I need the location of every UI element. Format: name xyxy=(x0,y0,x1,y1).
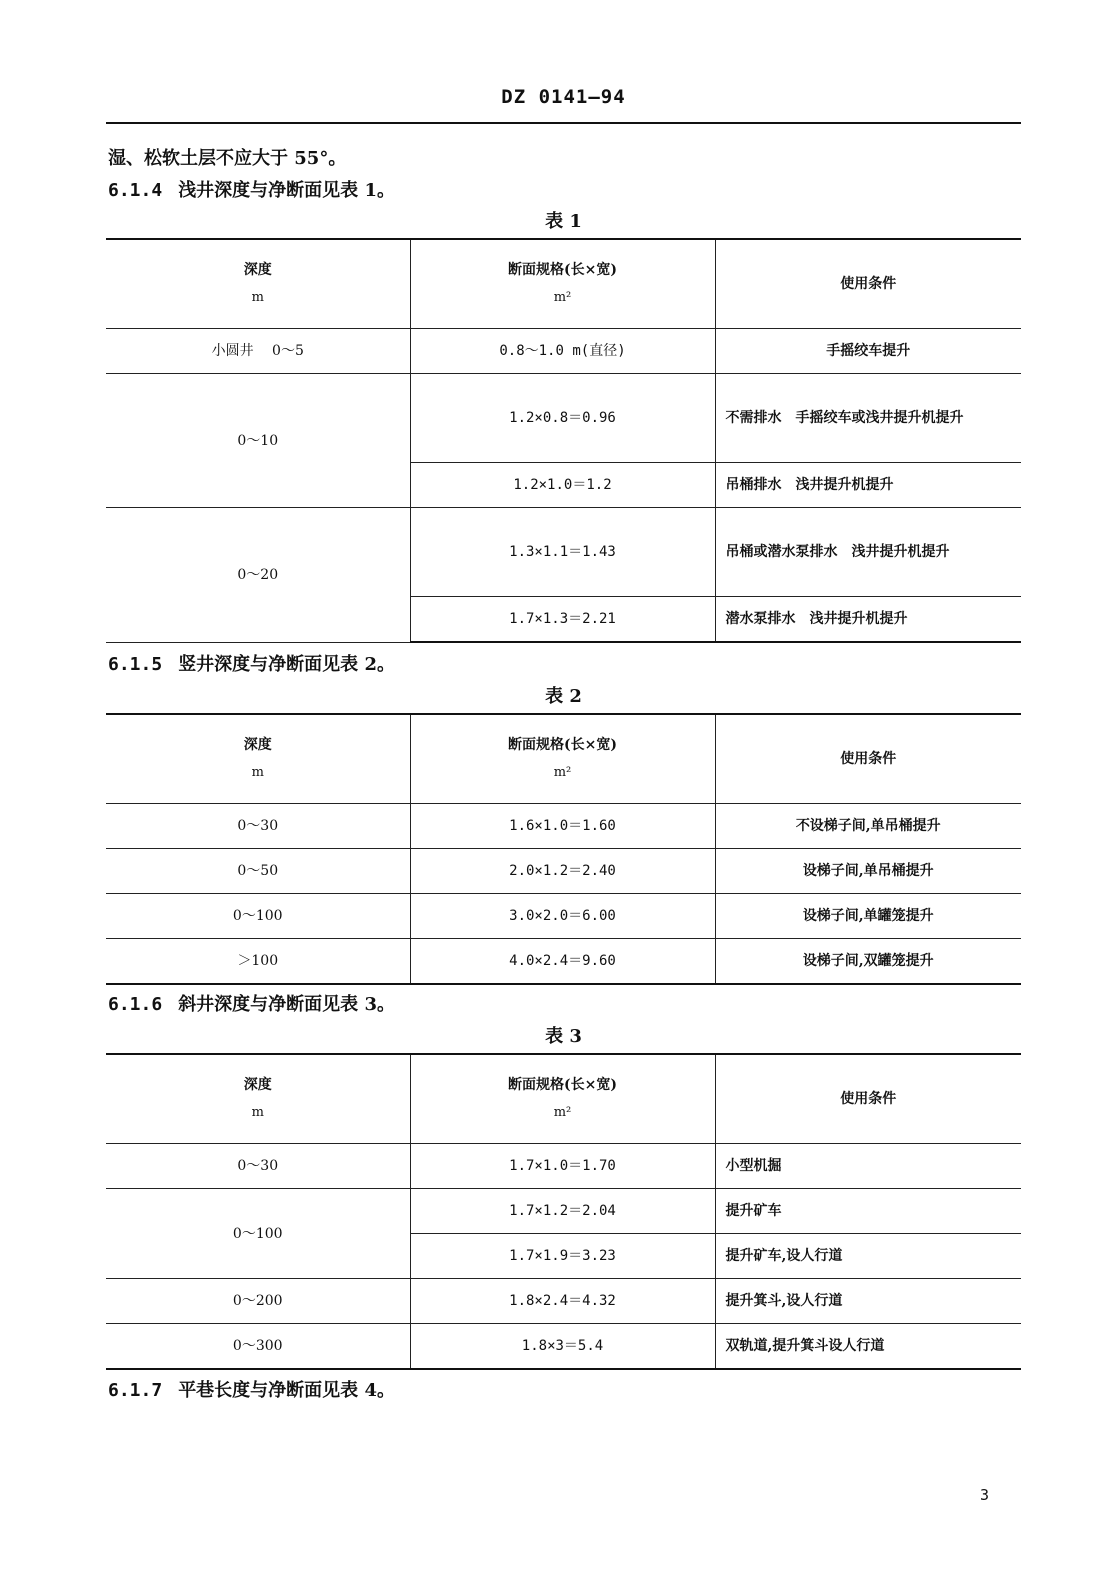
clause-text: 平巷长度与净断面见表 4。 xyxy=(178,1380,395,1401)
cell-condition: 吊桶排水 浅井提升机提升 xyxy=(715,463,1021,508)
table-row xyxy=(106,1144,1021,1189)
table-3-caption: 表 3 xyxy=(545,1026,582,1047)
cell-condition: 手摇绞车提升 xyxy=(715,329,1021,374)
clause-number: 6.1.4 xyxy=(108,180,163,201)
continuation-text: 湿、松软土层不应大于 55°。 xyxy=(108,148,347,169)
cell-depth: 0～200 xyxy=(106,1279,410,1324)
cell-section: 1.8×3＝5.4 xyxy=(410,1324,715,1370)
cell-section: 1.7×1.2＝2.04 xyxy=(410,1189,715,1234)
table-row xyxy=(106,804,1021,849)
cell-section: 1.7×1.9＝3.23 xyxy=(410,1234,715,1279)
cell-condition: 设梯子间,单吊桶提升 xyxy=(715,849,1021,894)
header-depth: 深度 m xyxy=(106,714,410,804)
cell-depth: ＞100 xyxy=(106,939,410,985)
cell-depth: 0～100 xyxy=(106,1189,410,1279)
table-2 xyxy=(106,713,1021,985)
cell-condition: 提升矿车 xyxy=(715,1189,1021,1234)
cell-condition: 不需排水 手摇绞车或浅井提升机提升 xyxy=(715,374,1021,463)
table-row xyxy=(106,849,1021,894)
table-row xyxy=(106,1189,1021,1234)
header-depth: 深度 m xyxy=(106,1054,410,1144)
cell-section: 1.2×1.0＝1.2 xyxy=(410,463,715,508)
table-2-caption: 表 2 xyxy=(545,686,582,707)
cell-condition: 设梯子间,单罐笼提升 xyxy=(715,894,1021,939)
header-condition: 使用条件 xyxy=(715,1054,1021,1144)
header-section: 断面规格(长×宽) m² xyxy=(410,239,715,329)
cell-section: 2.0×1.2＝2.40 xyxy=(410,849,715,894)
header-unit: m² xyxy=(553,765,572,780)
cell-depth: 0～30 xyxy=(106,804,410,849)
cell-condition: 不设梯子间,单吊桶提升 xyxy=(715,804,1021,849)
cell-section: 3.0×2.0＝6.00 xyxy=(410,894,715,939)
header-unit: m² xyxy=(553,1105,572,1120)
table-row xyxy=(106,1279,1021,1324)
clause-text: 浅井深度与净断面见表 1。 xyxy=(178,180,395,201)
cell-condition: 双轨道,提升箕斗设人行道 xyxy=(715,1324,1021,1370)
header-rule xyxy=(106,122,1021,124)
cell-condition: 提升矿车,设人行道 xyxy=(715,1234,1021,1279)
cell-depth: 0～30 xyxy=(106,1144,410,1189)
clause-text: 竖井深度与净断面见表 2。 xyxy=(178,654,395,675)
header-section: 断面规格(长×宽) m² xyxy=(410,1054,715,1144)
header-depth: 深度 m xyxy=(106,239,410,329)
clause-number: 6.1.7 xyxy=(108,1380,163,1401)
clause-6-1-6 xyxy=(108,990,395,1016)
cell-depth: 小圆井 0～5 xyxy=(106,329,410,374)
clause-number: 6.1.6 xyxy=(108,994,163,1015)
header-condition: 使用条件 xyxy=(715,239,1021,329)
header-unit: m² xyxy=(553,290,572,305)
cell-depth: 0～10 xyxy=(106,374,410,508)
table-header-row xyxy=(106,714,1021,804)
table-header-row xyxy=(106,1054,1021,1144)
cell-depth: 0～20 xyxy=(106,508,410,643)
table-row xyxy=(106,374,1021,463)
table-1-caption: 表 1 xyxy=(545,211,582,232)
clause-6-1-5 xyxy=(108,650,395,676)
header-unit: m xyxy=(251,765,264,780)
cell-condition: 小型机掘 xyxy=(715,1144,1021,1189)
cell-section: 1.7×1.3＝2.21 xyxy=(410,597,715,643)
table-row xyxy=(106,508,1021,597)
header-unit: m xyxy=(251,290,264,305)
cell-condition: 提升箕斗,设人行道 xyxy=(715,1279,1021,1324)
table-3 xyxy=(106,1053,1021,1370)
cell-section: 1.7×1.0＝1.70 xyxy=(410,1144,715,1189)
clause-6-1-7 xyxy=(108,1376,395,1402)
clause-6-1-4 xyxy=(108,176,395,202)
cell-section: 4.0×2.4＝9.60 xyxy=(410,939,715,985)
clause-text: 斜井深度与净断面见表 3。 xyxy=(178,994,395,1015)
cell-section: 1.3×1.1＝1.43 xyxy=(410,508,715,597)
cell-condition: 吊桶或潜水泵排水 浅井提升机提升 xyxy=(715,508,1021,597)
table-header-row xyxy=(106,239,1021,329)
header-section: 断面规格(长×宽) m² xyxy=(410,714,715,804)
cell-depth: 0～300 xyxy=(106,1324,410,1370)
cell-condition: 设梯子间,双罐笼提升 xyxy=(715,939,1021,985)
table-1 xyxy=(106,238,1021,643)
cell-condition: 潜水泵排水 浅井提升机提升 xyxy=(715,597,1021,643)
table-row xyxy=(106,894,1021,939)
cell-section: 1.2×0.8＝0.96 xyxy=(410,374,715,463)
cell-section: 0.8～1.0 m(直径) xyxy=(410,329,715,374)
table-row xyxy=(106,1324,1021,1370)
header-unit: m xyxy=(251,1105,264,1120)
table-row xyxy=(106,939,1021,985)
cell-section: 1.8×2.4＝4.32 xyxy=(410,1279,715,1324)
cell-depth: 0～100 xyxy=(106,894,410,939)
cell-section: 1.6×1.0＝1.60 xyxy=(410,804,715,849)
table-row xyxy=(106,329,1021,374)
cell-depth: 0～50 xyxy=(106,849,410,894)
page-number: 3 xyxy=(980,1486,990,1504)
document-code-header: DZ 0141—94 xyxy=(501,86,626,108)
header-condition: 使用条件 xyxy=(715,714,1021,804)
clause-number: 6.1.5 xyxy=(108,654,163,675)
